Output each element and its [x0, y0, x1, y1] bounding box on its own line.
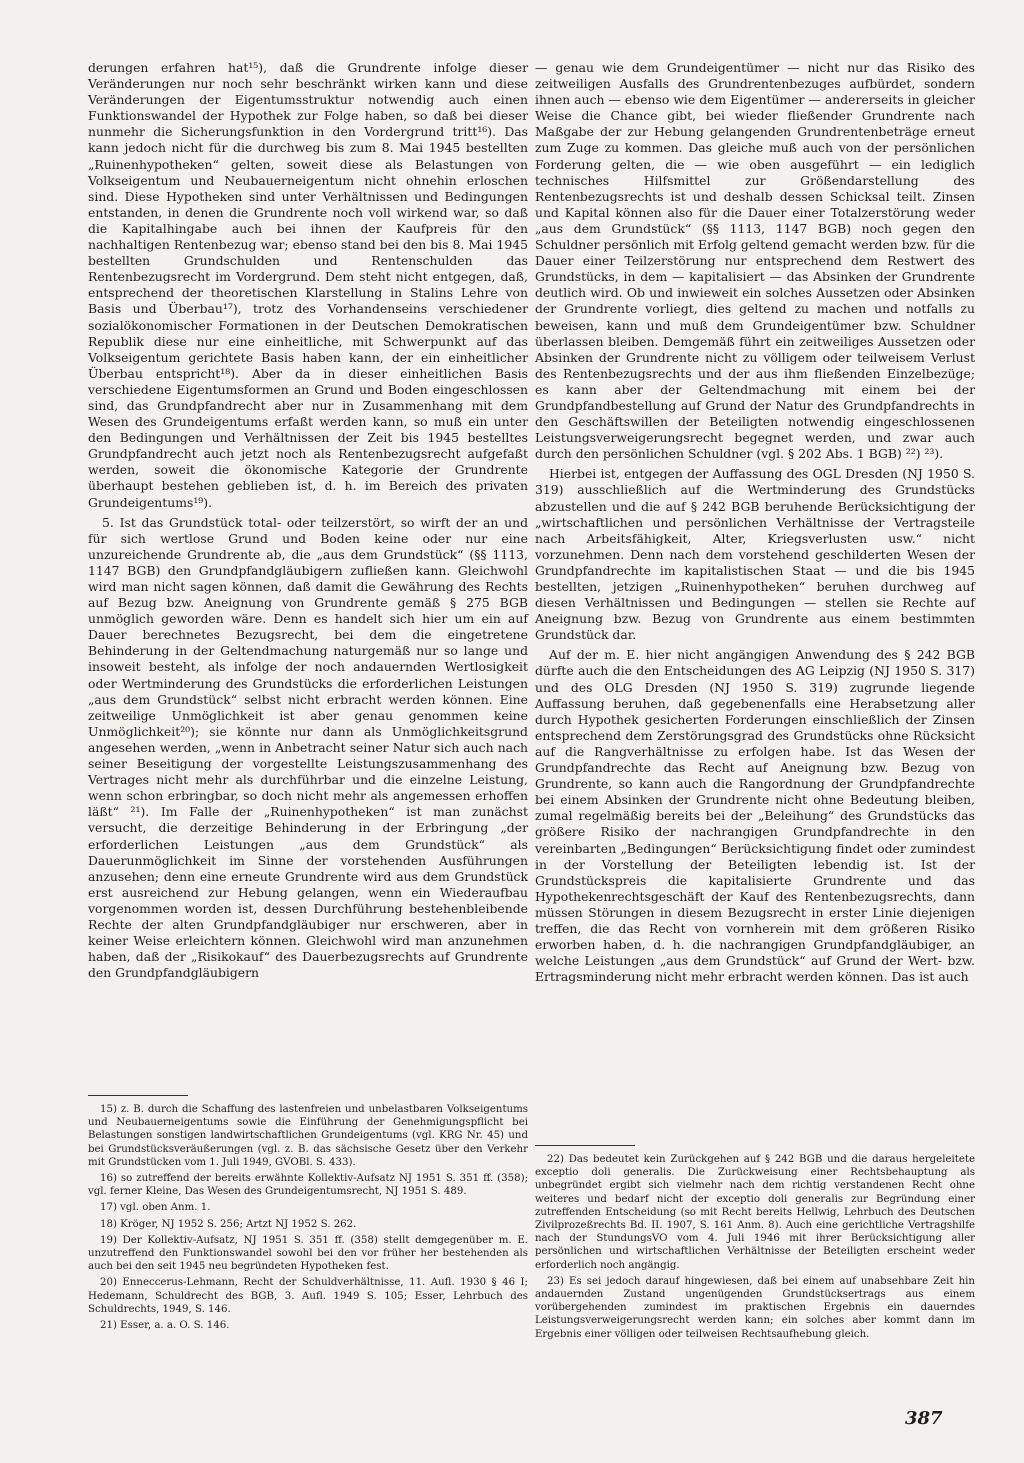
page-number: 387	[905, 1408, 943, 1429]
footnotes-right	[535, 1153, 975, 1344]
footnote: 20) Enneccerus-Lehmann, Recht der Schuldverhältnisse, 11. Aufl. 1930 § 46 I; Hedemann, Schuldrecht des BGB, 3. Aufl. 1949 S. 105; Esser, Lehrbuch des Schuldrechts, 1949, S. 146.	[88, 1277, 528, 1315]
paragraph: derungen erfahren hat¹⁵), daß die Grundrente infolge dieser Veränderungen nur noch sehr beschränkt wirken kann und diese Veränderungen der Eigentumsstruktur notwendig auch einen Funktionswandel der Hypothek zur Folge haben, so daß bei dieser nunmehr die Sicherungsfunktion in den Vordergrund tritt¹⁶). Das kann jedoch nicht für die durchweg bis zum 8. Mai 1945 bestellten „Ruinenhypotheken“ gelten, soweit diese als Belastungen von Volkseigentum und Neubauerneigentum nicht ohnehin erloschen sind. Diese Hypotheken sind unter Verhältnissen und Bedingungen entstanden, in denen die Grundrente noch voll wirkend war, so daß die Kapitalhingabe auch bei ihnen der Kaufpreis für den nachhaltigen Rentenbezug war; ebenso stand bei den bis 8. Mai 1945 bestellten Grundschulden und Rentenschulden das Rentenbezugsrecht im Vordergrund. Dem steht nicht entgegen, daß, entsprechend der theoretischen Klarstellung in Stalins Lehre von Basis und Überbau¹⁷), trotz des Vorhandenseins verschiedener sozialökonomischer Formationen in der Deutschen Demokratischen Republik diese nur eine einheitliche, mit Schwerpunkt auf das Volkseigentum gerichtete Basis haben kann, der ein einheitlicher Überbau entspricht¹⁸). Aber da in dieser einheitlichen Basis verschiedene Eigentumsformen an Grund und Boden eingeschlossen sind, das Grundpfandrecht aber nur in Zusammenhang mit dem Wesen des Grundeigentums erfaßt werden kann, so muß ein unter den Bedingungen und Verhältnissen der Zeit bis 1945 bestelltes Grundpfandrecht auch jetzt noch als Rentenbezugsrecht aufgefaßt werden, soweit die ökonomische Kategorie der Grundrente überhaupt bestehen geblieben ist, d. h. im Bereich des privaten Grundeigentums¹⁹).	[88, 60, 528, 510]
footnote-divider	[88, 1095, 188, 1096]
paragraph: Auf der m. E. hier nicht angängigen Anwendung des § 242 BGB dürfte auch die den Entscheidungen des AG Leipzig (NJ 1950 S. 317) und des OLG Dresden (NJ 1950 S. 319) zugrunde liegende Auffassung beruhen, daß gegebenenfalls eine Herabsetzung aller durch Hypothek gesicherten Forderungen einschließlich der Zinsen entsprechend dem Zerstörungsgrad des Grundstücks ohne Rücksicht auf die Rangverhältnisse zu erfolgen habe. Ist das Wesen der Grundpfandrechte das Recht auf Aneignung bzw. Bezug von Grundrente, so kann auch die Rangordnung der Grundpfandrechte bei einem Absinken der Grundrente nicht ohne Bedeutung bleiben, zumal regelmäßig bereits bei der „Beleihung“ des Grundstücks das größere Risiko der nachrangigen Grundpfandrechte in den vereinbarten „Bedingungen“ Berücksichtigung findet oder zumindest in der Vorstellung der Beteiligten lebendig ist. Ist der Grundstückspreis die kapitalisierte Grundrente und das Hypothekenrechtsgeschäft der Kauf des Rentenbezugsrechts, dann müssen Störungen in diesem Bezugsrecht in erster Linie diejenigen treffen, die das Recht von vornherein mit dem größeren Risiko erworben haben, d. h. die nachrangigen Grundpfandgläubiger, an welche Leistungen „aus dem Grundstück“ auf Grund der Wert- bzw. Ertragsminderung nicht mehr erbracht werden können. Das ist auch	[535, 647, 975, 985]
footnotes-left	[88, 1103, 528, 1335]
paragraph: Hierbei ist, entgegen der Auffassung des OGL Dresden (NJ 1950 S. 319) ausschließlich auf die Wertminderung des Grundstücks abzustellen und die auf § 242 BGB beruhende Berücksichtigung der „wirtschaftlichen und persönlichen Verhältnisse der Vertragsteile nach Arbeitsfähigkeit, Alter, Kriegsverlusten usw.“ nicht vorzunehmen. Denn nach dem vorstehend geschilderten Wesen der Grundpfandrechte im kapitalistischen Staat — und die bis 1945 bestellten, jetzigen „Ruinenhypotheken“ beruhen durchweg auf diesen Verhältnissen und Bedingungen — stellen sie Rechte auf Aneignung bzw. Bezug von Grundrente aus einem bestimmten Grundstück dar.	[535, 466, 975, 643]
paragraph: 5. Ist das Grundstück total- oder teilzerstört, so wirft der an und für sich wertlose Grund und Boden keine oder nur eine unzureichende Grundrente ab, die „aus dem Grundstück“ (§§ 1113, 1147 BGB) den Grundpfandgläubigern zufließen kann. Gleichwohl wird man nicht sagen können, daß damit die Gewährung des Rechts auf Bezug bzw. Aneignung von Grundrente gemäß § 275 BGB unmöglich geworden wäre. Denn es handelt sich hier um ein auf Dauer berechnetes Bezugsrecht, bei dem die eingetretene Behinderung in der Geltendmachung naturgemäß nur so lange und insoweit besteht, als infolge der noch andauernden Wertlosigkeit oder Wertminderung des Grundstücks die erforderlichen Leistungen „aus dem Grundstück“ selbst nicht erbracht werden können. Eine zeitweilige Unmöglichkeit ist aber genau genommen keine Unmöglichkeit²⁰); sie könnte nur dann als Unmöglichkeitsgrund angesehen werden, „wenn in Anbetracht seiner Natur sich auch nach seiner Beseitigung der vorgestellte Leistungszusammenhang des Vertrages nicht mehr als durchführbar und die einzelne Leistung, wenn schon erbringbar, so doch nicht mehr als angemessen erhoffen läßt“ ²¹). Im Falle der „Ruinenhypotheken“ ist man zunächst versucht, die derzeitige Behinderung in der Erbringung „der erforderlichen Leistungen „aus dem Grundstück“ als Dauerunmöglichkeit im Sinne der vorstehenden Ausführungen anzusehen; denn eine erneute Grundrente wird aus dem Grundstück erst ausreichend zur Hebung gelangen, wenn ein Wiederaufbau vorgenommen worden ist, dessen Durchführung bestehenbleibende Rechte der alten Grundpfandgläubiger nur erschweren, aber in keiner Weise erleichtern können. Gleichwohl wird man anzunehmen haben, daß der „Risikokauf“ des Dauerbezugsrechts auf Grundrente den Grundpfandgläubigern	[88, 514, 528, 981]
right-column	[535, 60, 975, 989]
footnote: 18) Kröger, NJ 1952 S. 256; Artzt NJ 1952 S. 262.	[100, 1218, 357, 1230]
footnote: 17) vgl. oben Anm. 1.	[100, 1202, 211, 1214]
footnote: 15) z. B. durch die Schaffung des lastenfreien und unbelastbaren Volkseigentums und Neubauerneigentums sowie die Einführung der Genehmigungspflicht bei Belastungen sonstigen landwirtschaftlichen Grundeigentums (vgl. KRG Nr. 45) und bei Grundstücksveräußerungen (vgl. z. B. das sächsische Gesetz über den Verkehr mit Grundstücken vom 1. Juli 1949, GVOBl. S. 433).	[88, 1104, 528, 1168]
footnote: 19) Der Kollektiv-Aufsatz, NJ 1951 S. 351 ff. (358) stellt demgegenüber m. E. unzutreffend den Funktionswandel sowohl bei den vor früher her bestehenden als auch bei den seit 1945 neu begründeten Hypotheken fest.	[88, 1234, 528, 1273]
footnote: 16) so zutreffend der bereits erwähnte Kollektiv-Aufsatz NJ 1951 S. 351 ff. (358); vgl. ferner Kleine, Das Wesen des Grundeigentumsrecht, NJ 1951 S. 489.	[88, 1173, 528, 1198]
paragraph: — genau wie dem Grundeigentümer — nicht nur das Risiko des zeitweiligen Ausfalls des Grundrentenbezuges aufbürdet, sondern ihnen auch — ebenso wie dem Eigentümer — andererseits in gleicher Weise die Chance gibt, bei wieder fließender Grundrente nach Maßgabe der zur Hebung gelangenden Grundrentenbeträge erneut zum Zuge zu kommen. Das gleiche muß auch von der persönlichen Forderung gelten, die — wie oben ausgeführt — ein lediglich technisches Hilfsmittel zur Größendarstellung des Rentenbezugsrechts ist und deshalb dessen Schicksal teilt. Zinsen und Kapital können also für die Dauer einer Totalzerstörung weder „aus dem Grundstück“ (§§ 1113, 1147 BGB) noch gegen den Schuldner persönlich mit Erfolg geltend gemacht werden bzw. für die Dauer einer Teilzerstörung nur entsprechend dem Restwert des Grundstücks, in dem — kapitalisiert — das Absinken der Grundrente deutlich wird. Ob und inwieweit ein solches Aussetzen oder Absinken der Grundrente vorliegt, dies geltend zu machen und notfalls zu beweisen, kann und muß dem Grundeigentümer bzw. Schuldner überlassen bleiben. Demgemäß führt ein zeitweiliges Aussetzen oder Absinken der Grundrente nicht zu völligem oder teilweisem Verlust des Rentenbezugsrechts und der aus ihm fließenden Einzelbezüge; es kann aber der Geltendmachung mit einem bei der Grundpfandbestellung auf Grund der Natur des Grundpfandrechts in den Geschäftswillen der Beteiligten notwendig eingeschlossenen Leistungsverweigerungsrecht begegnet werden, und zwar auch durch den persönlichen Schuldner (vgl. § 202 Abs. 1 BGB) ²²) ²³).	[535, 60, 975, 462]
footnote-divider	[535, 1145, 635, 1146]
footnote: 21) Esser, a. a. O. S. 146.	[100, 1320, 230, 1332]
footnote: 23) Es sei jedoch darauf hingewiesen, daß bei einem auf unabsehbare Zeit hin andauernden Zustand ungenügenden Grundstücksertrags aus einem vorübergehenden zumindest im praktischen Ergebnis ein dauerndes Leistungsverweigerungsrecht werden kann; ein solches aber kommt dann im Ergebnis einer völligen oder teilweisen Rechtsaufhebung gleich.	[535, 1275, 975, 1340]
left-column	[88, 60, 528, 985]
footnote: 22) Das bedeutet kein Zurückgehen auf § 242 BGB und die daraus hergeleitete exceptio doli generalis. Die Zurückweisung einer Rechtsbehauptung als unbegründet ergibt sich vielmehr nach dem richtig verstandenen Recht ohne weiteres und bedarf nicht der exceptio doli generalis zur Begründung einer zutreffenden Entscheidung (so mit Recht bereits Hellwig, Lehrbuch des Deutschen Zivilprozeßrechts Bd. II. 1907, S. 161 Anm. 8). Auch eine gerichtliche Vertragshilfe nach der StundungsVO vom 4. Juli 1946 mit ihrer Berücksichtigung aller persönlichen und wirtschaftlichen Verhältnisse der Beteiligten erscheint weder erforderlich noch angängig.	[535, 1154, 975, 1271]
